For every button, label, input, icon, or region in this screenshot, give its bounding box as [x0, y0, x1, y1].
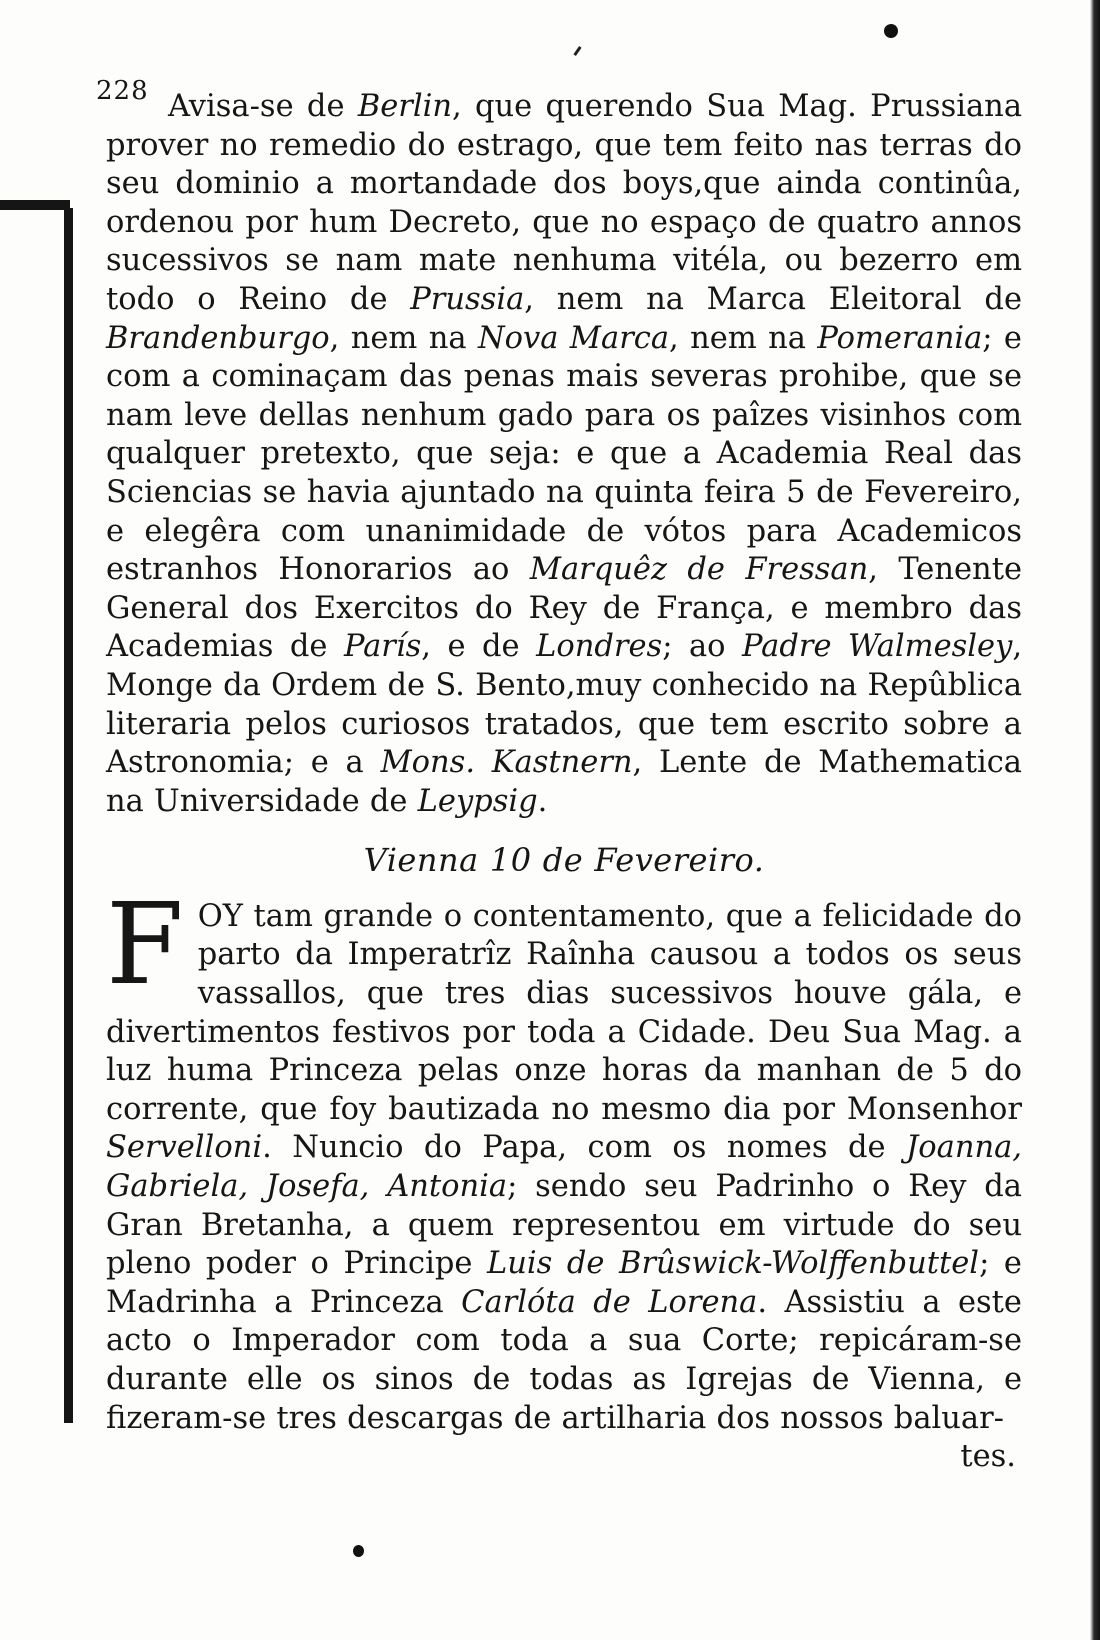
text-run: ; e Madrinha a Princeza [106, 1246, 1022, 1320]
margin-bracket-line [64, 208, 73, 1423]
drop-cap: F [106, 879, 184, 1010]
text-run: ; ao [662, 629, 743, 665]
catchword: tes. [960, 1439, 1016, 1475]
text-run: , Tenente General dos Exercitos do Rey de França, e membro das Academias de [106, 552, 1022, 665]
text-run: ; sendo seu Padrinho o Rey da Gran Bretanha, a quem representou em virtude do seu pleno poder o Principe [106, 1169, 1022, 1282]
text-run: OY tam grande o contentamento, que a felicidade do parto da Imperatrîz Raînha causou a todos os seus vassallos, que tres dias sucessivos houve gála, e divertimentos festivos por toda a Cidade. Deu Sua Mag. a luz huma Princeza pelas onze horas da manhan de 5 do corrente, que foy bautizada no mesmo dia por Monsenhor [106, 898, 1022, 1127]
ink-spot [884, 24, 898, 38]
italic-name: Leypsig [417, 783, 538, 819]
page-number: 228 [96, 76, 149, 106]
text-run: Avisa-se de [168, 89, 358, 124]
italic-name: Londres [536, 629, 663, 665]
italic-name: Luis de Brûswick-Wolffenbuttel [487, 1246, 980, 1282]
ink-spot [353, 1545, 364, 1557]
text-run: . [537, 783, 548, 819]
text-run: , Monge da Ordem de S. Bento,muy conhecido na Repûblica literaria pelos curiosos tratados, que tem escrito sobre a Astronomia; e a [106, 629, 1023, 781]
vienna-paragraph [106, 879, 1022, 1438]
margin-bracket-top [0, 200, 70, 210]
dateline-date: 10 de Fevereiro. [478, 841, 765, 880]
dateline-place: Vienna [363, 841, 479, 880]
italic-name: Prussia [410, 281, 525, 317]
text-run: . Nuncio do Papa, com os nomes de [262, 1130, 907, 1166]
text-run: , nem na Marca Eleitoral de [524, 281, 1023, 317]
page-edge-shadow [1090, 0, 1100, 1640]
italic-name: Nova Marca [477, 320, 670, 356]
italic-name: Carlóta de Lorena [461, 1284, 758, 1320]
ink-mark [573, 46, 581, 56]
text-run: , nem na [669, 320, 818, 356]
berlin-paragraph [106, 88, 1022, 821]
article-body [106, 88, 1022, 1477]
vienna-paragraph-text [106, 879, 1022, 1436]
vienna-dateline [106, 841, 1022, 880]
italic-name: Padre Walmesley [742, 629, 1013, 665]
text-run: . Assistiu a este acto o Imperador com toda a sua Corte; repicáram-se durante elle os sinos de todas as Igrejas de Vienna, e fizeram-se tres descargas de artilharia dos nossos baluar- [106, 1284, 1022, 1436]
italic-name: Joanna, Gabriela, Josefa, Antonia [106, 1130, 1022, 1205]
italic-name: Servelloni [106, 1130, 263, 1166]
italic-name: Brandenburgo [106, 320, 330, 356]
text-run: , que querendo Sua Mag. Prussiana prover no remedio do estrago, que tem feito nas terras do seu dominio a mortandade dos boys,que ainda continûa, ordenou por hum Decreto, que no espaço de quatro annos sucessivos se nam mate nenhuma vitéla, ou bezerro em todo o Reino de [106, 89, 1022, 317]
italic-name: Berlin [357, 89, 453, 124]
italic-name: París [343, 629, 422, 665]
text-run: , Lente de Mathematica na Universidade de [106, 745, 1022, 819]
italic-name: Pomerania [817, 320, 983, 356]
italic-name: Marquêz de Fressan [529, 552, 869, 588]
text-run: , nem na [329, 320, 478, 356]
text-run: ; e com a cominaçam das penas mais severas prohibe, que se nam leve dellas nenhum gado para os paîzes visinhos com qualquer pretexto, que seja: e que a Academia Real das Sciencias se havia ajuntado na quinta feira 5 de Fevereiro, e elegêra com unanimidade de vótos para Academicos estranhos Honorarios ao [106, 320, 1022, 588]
text-run: , e de [421, 629, 537, 665]
italic-name: Mons. Kastnern [380, 745, 633, 781]
